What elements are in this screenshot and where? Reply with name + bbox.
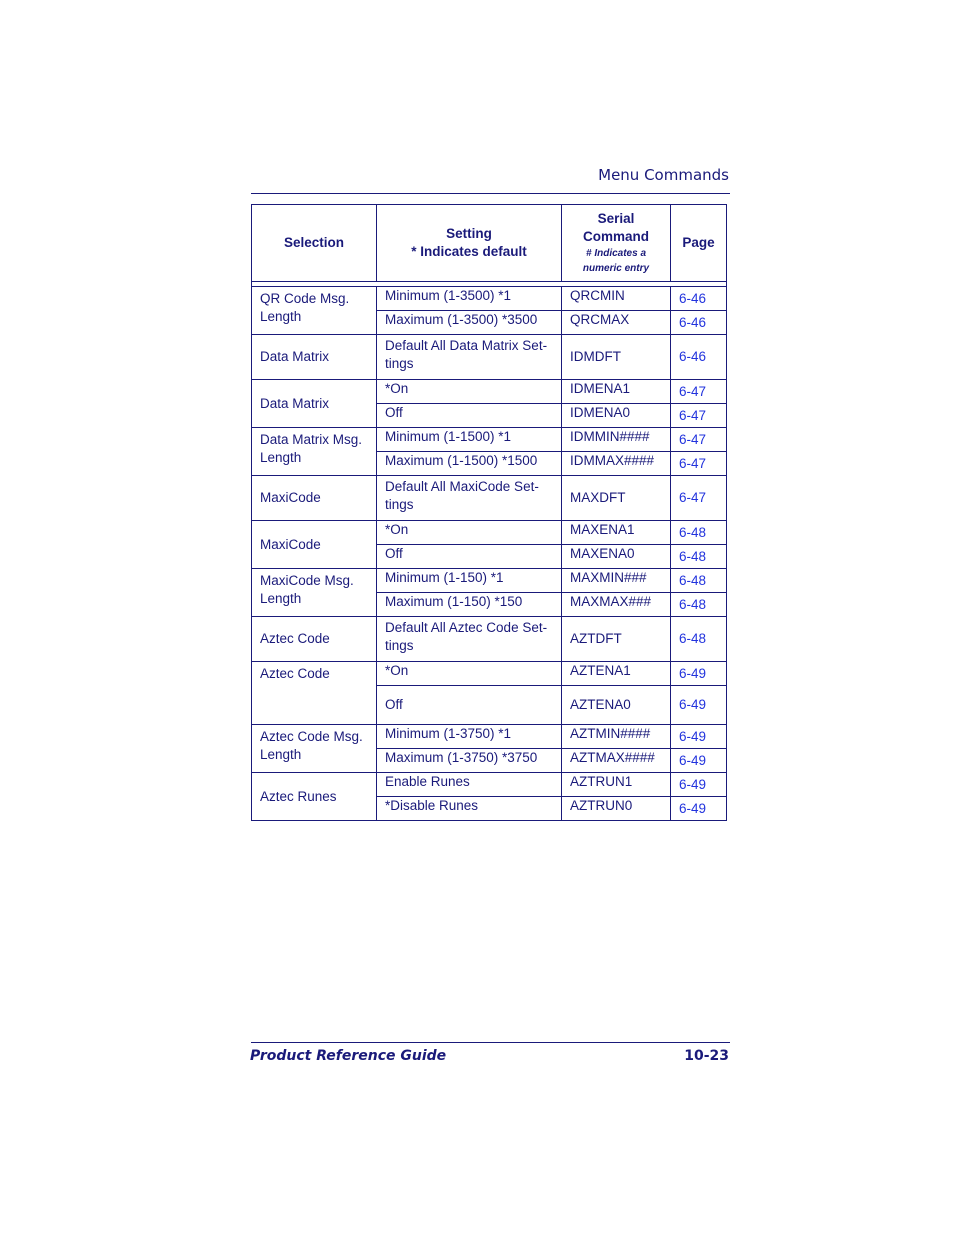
setting-cell: Default All MaxiCode Set-tings	[377, 476, 562, 521]
page-link[interactable]: 6-47	[671, 380, 727, 404]
table-row	[252, 287, 727, 311]
setting-cell: Maximum (1-1500) *1500	[377, 452, 562, 476]
page-link[interactable]: 6-47	[671, 452, 727, 476]
setting-cell: Default All Data Matrix Set-tings	[377, 335, 562, 380]
setting-cell: *On	[377, 380, 562, 404]
selection-cell: MaxiCode	[252, 476, 377, 521]
setting-cell: *On	[377, 662, 562, 686]
col-serial-command: Serial Command # Indicates a numeric entry	[562, 205, 671, 282]
table-row	[252, 335, 727, 380]
selection-cell: Aztec Runes	[252, 773, 377, 821]
table-row	[252, 569, 727, 593]
command-cell: MAXMAX###	[562, 593, 671, 617]
col-setting: Setting * Indicates default	[377, 205, 562, 282]
command-cell: AZTENA1	[562, 662, 671, 686]
setting-cell: Off	[377, 404, 562, 428]
command-cell: IDMMAX####	[562, 452, 671, 476]
setting-cell: Maximum (1-150) *150	[377, 593, 562, 617]
command-cell: AZTMAX####	[562, 749, 671, 773]
selection-cell: Aztec Code	[252, 662, 377, 725]
page-link[interactable]: 6-48	[671, 521, 727, 545]
command-cell: MAXDFT	[562, 476, 671, 521]
running-header: Menu Commands	[598, 166, 729, 184]
command-cell: IDMENA0	[562, 404, 671, 428]
command-cell: MAXMIN###	[562, 569, 671, 593]
page-link[interactable]: 6-48	[671, 545, 727, 569]
selection-cell: Aztec Code Msg. Length	[252, 725, 377, 773]
command-cell: QRCMIN	[562, 287, 671, 311]
command-cell: MAXENA0	[562, 545, 671, 569]
setting-cell: Enable Runes	[377, 773, 562, 797]
selection-cell: Aztec Code	[252, 617, 377, 662]
table-row	[252, 521, 727, 545]
selection-cell: Data Matrix	[252, 380, 377, 428]
table-row	[252, 380, 727, 404]
command-cell: MAXENA1	[562, 521, 671, 545]
selection-cell: Data Matrix Msg. Length	[252, 428, 377, 476]
page-link[interactable]: 6-49	[671, 662, 727, 686]
table-row	[252, 428, 727, 452]
command-table	[251, 204, 727, 821]
page-link[interactable]: 6-48	[671, 617, 727, 662]
selection-cell: QR Code Msg. Length	[252, 287, 377, 335]
setting-cell: Default All Aztec Code Set-tings	[377, 617, 562, 662]
selection-cell: MaxiCode	[252, 521, 377, 569]
page-link[interactable]: 6-46	[671, 311, 727, 335]
col-page: Page	[671, 205, 727, 282]
footer-page-number: 10-23	[684, 1048, 729, 1064]
table-header	[252, 205, 727, 282]
page-link[interactable]: 6-49	[671, 749, 727, 773]
command-cell: AZTMIN####	[562, 725, 671, 749]
footer-guide-title: Product Reference Guide	[250, 1048, 447, 1064]
setting-cell: Maximum (1-3750) *3750	[377, 749, 562, 773]
page-link[interactable]: 6-47	[671, 428, 727, 452]
table-row	[252, 662, 727, 686]
command-cell: IDMDFT	[562, 335, 671, 380]
selection-cell: MaxiCode Msg. Length	[252, 569, 377, 617]
page-link[interactable]: 6-46	[671, 287, 727, 311]
page-link[interactable]: 6-48	[671, 569, 727, 593]
setting-cell: Minimum (1-3500) *1	[377, 287, 562, 311]
setting-cell: Maximum (1-3500) *3500	[377, 311, 562, 335]
setting-cell: Off	[377, 686, 562, 725]
command-cell: AZTRUN1	[562, 773, 671, 797]
table-row	[252, 725, 727, 749]
command-cell: AZTENA0	[562, 686, 671, 725]
setting-cell: Minimum (1-3750) *1	[377, 725, 562, 749]
table-row	[252, 476, 727, 521]
page-link[interactable]: 6-49	[671, 725, 727, 749]
page-link[interactable]: 6-48	[671, 593, 727, 617]
command-cell: IDMMIN####	[562, 428, 671, 452]
command-cell: IDMENA1	[562, 380, 671, 404]
command-cell: AZTRUN0	[562, 797, 671, 821]
setting-cell: *Disable Runes	[377, 797, 562, 821]
command-cell: QRCMAX	[562, 311, 671, 335]
setting-cell: Minimum (1-150) *1	[377, 569, 562, 593]
page-link[interactable]: 6-46	[671, 335, 727, 380]
setting-cell: Minimum (1-1500) *1	[377, 428, 562, 452]
selection-cell: Data Matrix	[252, 335, 377, 380]
setting-cell: Off	[377, 545, 562, 569]
page-link[interactable]: 6-47	[671, 404, 727, 428]
footer-rule	[251, 1042, 730, 1043]
table-row	[252, 773, 727, 797]
table-body	[252, 282, 727, 821]
table-row	[252, 617, 727, 662]
page-link[interactable]: 6-49	[671, 797, 727, 821]
setting-cell: *On	[377, 521, 562, 545]
page-link[interactable]: 6-49	[671, 773, 727, 797]
page-link[interactable]: 6-47	[671, 476, 727, 521]
header-rule	[251, 193, 730, 194]
command-cell: AZTDFT	[562, 617, 671, 662]
page-link[interactable]: 6-49	[671, 686, 727, 725]
col-selection: Selection	[252, 205, 377, 282]
